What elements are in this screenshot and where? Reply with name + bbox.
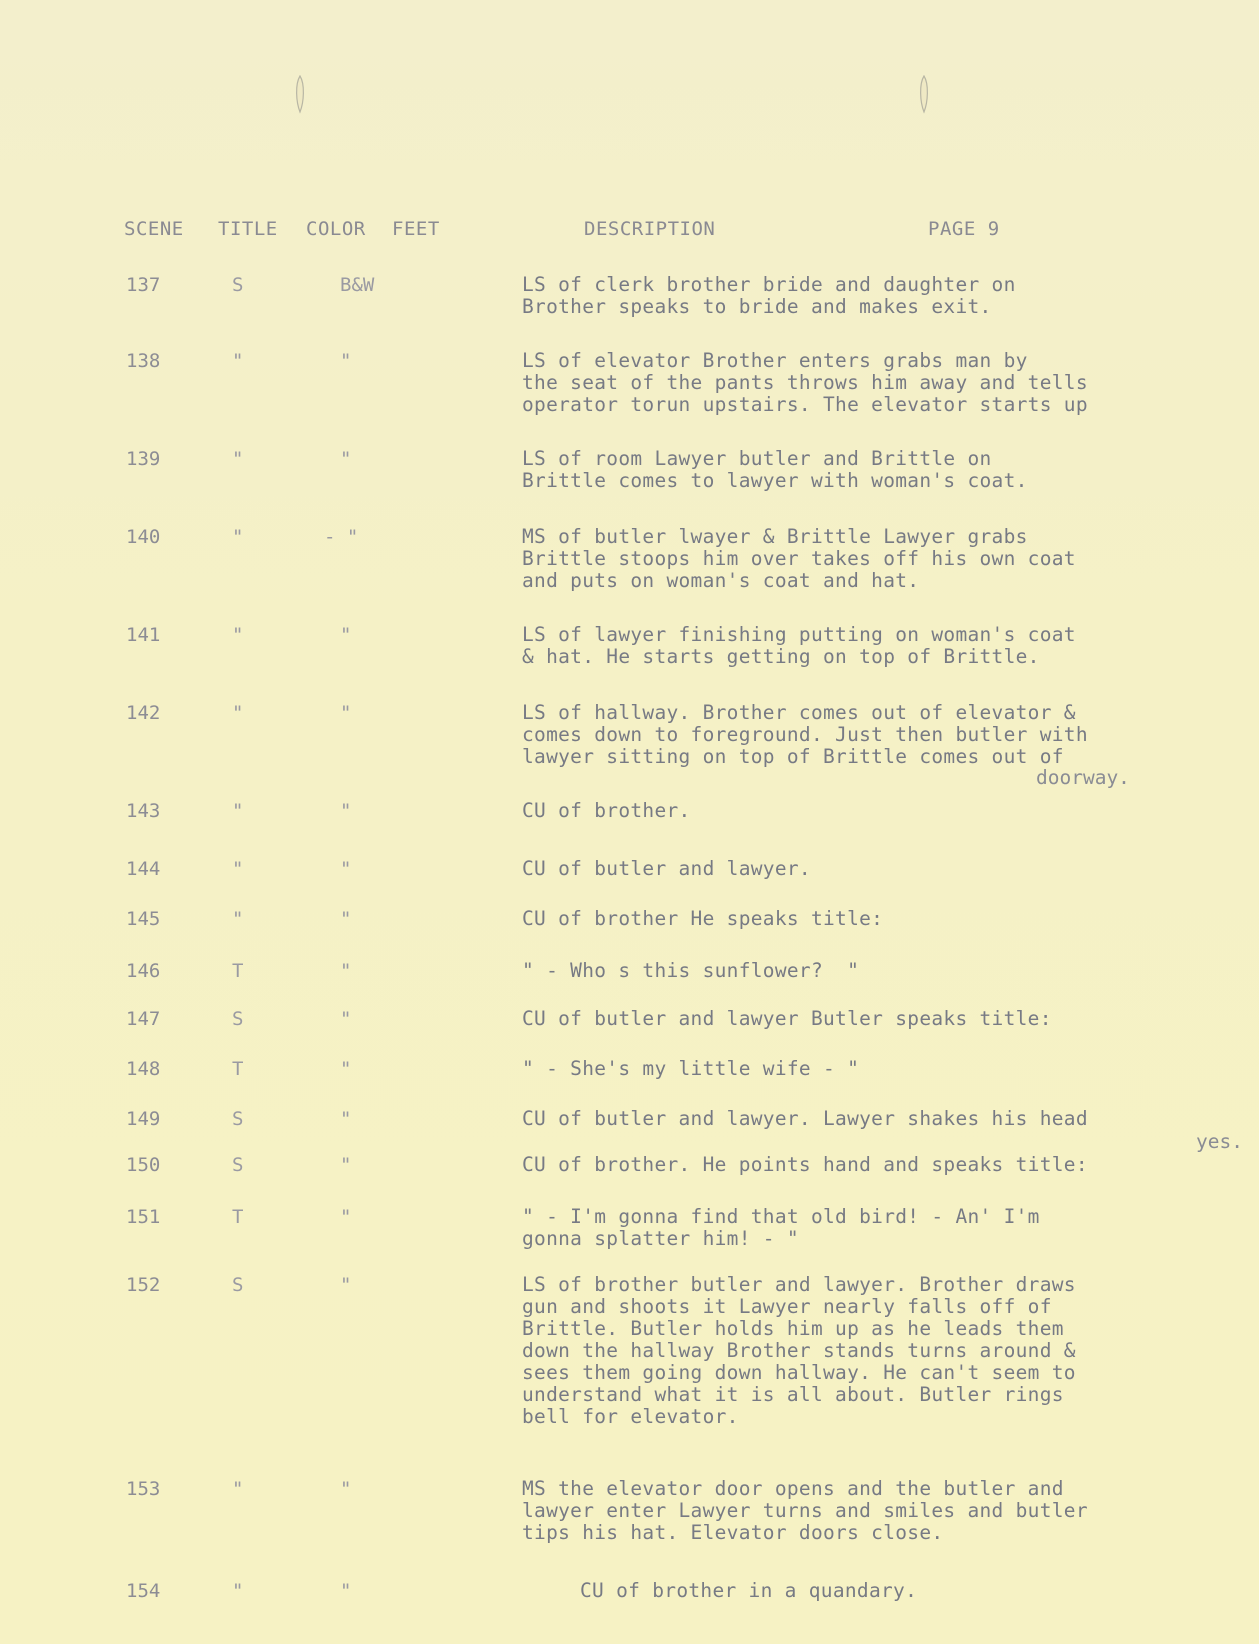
color-code: " xyxy=(340,624,352,646)
scene-description: " - Who s this sunflower? " xyxy=(522,959,860,982)
scene-description: " - She's my little wife - " xyxy=(522,1057,860,1080)
color-code: " xyxy=(340,350,352,372)
color-code: " xyxy=(340,1008,352,1030)
description-continuation: doorway. xyxy=(1036,766,1130,789)
title-code: S xyxy=(232,274,244,296)
scene-description: CU of brother. He points hand and speaks title: xyxy=(522,1153,1088,1176)
color-code: " xyxy=(340,1580,352,1602)
scene-number: 138 xyxy=(126,350,161,372)
color-code: " xyxy=(340,908,352,930)
title-code: " xyxy=(232,350,244,372)
scene-number: 142 xyxy=(126,702,161,724)
scene-number: 143 xyxy=(126,800,161,822)
title-code: " xyxy=(232,624,244,646)
title-code: T xyxy=(232,1058,244,1080)
scene-number: 140 xyxy=(126,526,161,548)
scene-number: 146 xyxy=(126,960,161,982)
title-code: " xyxy=(232,908,244,930)
scene-description: CU of butler and lawyer. Lawyer shakes his head xyxy=(522,1107,1088,1130)
color-code: " xyxy=(340,1154,352,1176)
scene-number: 154 xyxy=(126,1580,161,1602)
scene-number: 148 xyxy=(126,1058,161,1080)
title-code: S xyxy=(232,1008,244,1030)
scene-description: CU of butler and lawyer. xyxy=(522,857,811,880)
color-code: " xyxy=(340,702,352,724)
title-code: " xyxy=(232,800,244,822)
scene-number: 144 xyxy=(126,858,161,880)
description-continuation: yes. xyxy=(1196,1130,1243,1153)
scene-description: LS of lawyer finishing putting on woman's coat & hat. He starts getting on top of Brittle. xyxy=(522,623,1076,668)
color-code: " xyxy=(340,1274,352,1296)
title-code: S xyxy=(232,1274,244,1296)
header-page-number: PAGE 9 xyxy=(928,218,1000,240)
header-description: DESCRIPTION xyxy=(584,218,716,240)
scene-description: MS of butler lwayer & Brittle Lawyer grabs Brittle stoops him over takes off his own coat and puts on woman's coat and hat. xyxy=(522,525,1076,592)
header-title: TITLE xyxy=(218,218,278,240)
punch-hole-right xyxy=(916,72,932,116)
scene-description: CU of brother He speaks title: xyxy=(522,907,884,930)
title-code: " xyxy=(232,702,244,724)
scene-description: LS of clerk brother bride and daughter on Brother speaks to bride and makes exit. xyxy=(522,273,1016,318)
scene-number: 151 xyxy=(126,1206,161,1228)
color-code: " xyxy=(340,858,352,880)
scene-description: " - I'm gonna find that old bird! - An' I'm gonna splatter him! - " xyxy=(522,1205,1040,1250)
color-code: " xyxy=(340,448,352,470)
scene-number: 141 xyxy=(126,624,161,646)
scene-description: MS the elevator door opens and the butler and lawyer enter Lawyer turns and smiles and butler tips his hat. Elevator doors close. xyxy=(522,1477,1088,1544)
scene-description: LS of hallway. Brother comes out of elevator & comes down to foreground. Just then butler with lawyer sitting on top of Brittle comes out of xyxy=(522,701,1088,768)
title-code: " xyxy=(232,526,244,548)
color-code: " xyxy=(340,1206,352,1228)
title-code: T xyxy=(232,1206,244,1228)
punch-hole-left xyxy=(292,72,308,116)
title-code: " xyxy=(232,1580,244,1602)
header-color: COLOR xyxy=(306,218,366,240)
scene-description: LS of elevator Brother enters grabs man by the seat of the pants throws him away and tells operator torun upstairs. The elevator starts up xyxy=(522,349,1088,416)
title-code: " xyxy=(232,858,244,880)
title-code: S xyxy=(232,1108,244,1130)
color-code: B&W xyxy=(340,274,375,296)
color-code: " xyxy=(340,1058,352,1080)
scene-description: CU of butler and lawyer Butler speaks title: xyxy=(522,1007,1052,1030)
header-scene: SCENE xyxy=(124,218,184,240)
scene-number: 147 xyxy=(126,1008,161,1030)
scene-number: 145 xyxy=(126,908,161,930)
color-code: " xyxy=(340,960,352,982)
header-feet: FEET xyxy=(392,218,440,240)
color-code: " xyxy=(340,1108,352,1130)
scene-description: LS of room Lawyer butler and Brittle on Brittle comes to lawyer with woman's coat. xyxy=(522,447,1028,492)
title-code: " xyxy=(232,1478,244,1500)
scene-number: 153 xyxy=(126,1478,161,1500)
color-code: " xyxy=(340,1478,352,1500)
title-code: S xyxy=(232,1154,244,1176)
scene-description: LS of brother butler and lawyer. Brother draws gun and shoots it Lawyer nearly falls off of Brittle. Butler holds him up as he leads them down the hallway Brother stands turns around & sees them going down hallway. He can't seem to understand what it is all about. Butler rings bell for elevator. xyxy=(522,1273,1076,1428)
scene-number: 152 xyxy=(126,1274,161,1296)
scene-description: CU of brother in a quandary. xyxy=(580,1579,918,1602)
scene-number: 139 xyxy=(126,448,161,470)
title-code: " xyxy=(232,448,244,470)
color-code: " xyxy=(340,800,352,822)
scene-number: 150 xyxy=(126,1154,161,1176)
title-code: T xyxy=(232,960,244,982)
scene-description: CU of brother. xyxy=(522,799,691,822)
scene-number: 137 xyxy=(126,274,161,296)
color-code: - " xyxy=(324,526,359,548)
scene-number: 149 xyxy=(126,1108,161,1130)
